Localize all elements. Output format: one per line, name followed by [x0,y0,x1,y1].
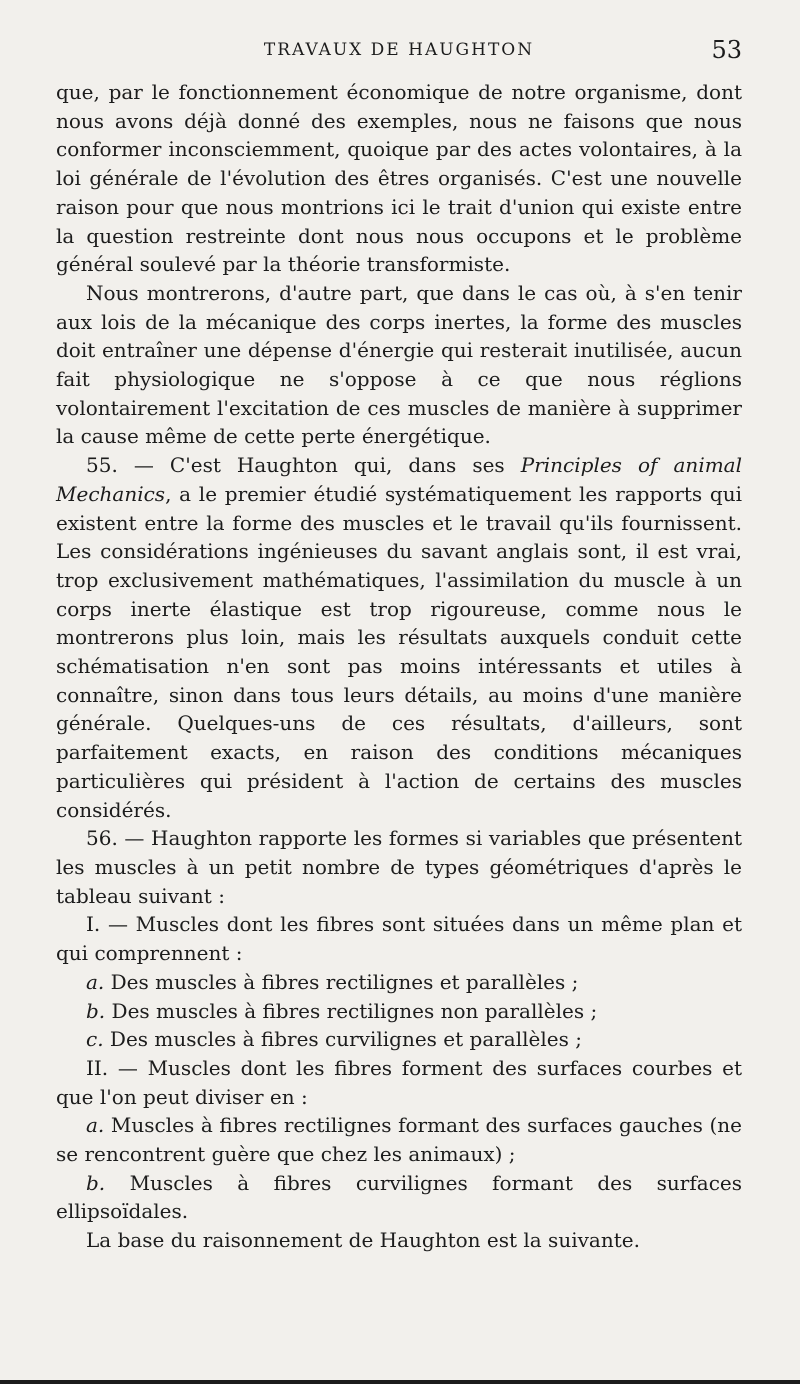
book-page [56,34,742,1255]
bottom-edge-rule [0,1380,800,1384]
list-letter: b. [86,1170,106,1195]
paragraph-section-56: 56. — Haughton rapporte les formes si variables que présentent les muscles à un petit nombre de types géométriques d'après le tableau suivant : [56,826,742,908]
list-item-text: Des muscles à fibres rectilignes non parallèles ; [111,998,598,1023]
page-body [56,78,742,1255]
list-item-text: Des muscles à fibres curvilignes et parallèles ; [109,1027,582,1052]
list-item [56,968,742,997]
list-item [56,1111,742,1168]
paragraph: Nous montrerons, d'autre part, que dans le cas où, à s'en tenir aux lois de la mécanique des corps inertes, la forme des muscles doit entraîner une dépense d'énergie qui resterait inutilisée, aucun fait physiologique ne s'oppose à ce que nous réglions volontairement l'excitation de ces muscles de manière à supprimer la cause même de cette perte énergétique. [56,280,742,449]
paragraph-section-55 [56,451,742,824]
text-span: , a le premier étudié systématiquement les rapports qui existent entre la forme des muscles et le travail qu'ils fournissent. Les considérations ingénieuses du savant anglais sont, il est vrai, trop exclusivement mathématiques, l'assimilation du muscle à un corps inerte élastique est trop rigoureuse, comme nous le montrerons plus loin, mais les résultats auxquels conduit cette schématisation n'en sont pas moins intéressants et utiles à connaître, sinon dans tous leurs détails, au moins d'une manière générale. Quelques-uns de ces résultats, d'ailleurs, sont parfaitement exacts, en raison des conditions mécaniques particulières qui président à l'action de certains des muscles considérés. [56,481,742,822]
list-letter: a. [86,1113,105,1138]
paragraph: que, par le fonctionnement économique de notre organisme, dont nous avons déjà donné des exemples, nous ne faisons que nous conformer inconsciemment, quoique par des actes volontaires, à la loi générale de l'évolution des êtres organisés. C'est une nouvelle raison pour que nous montrions ici le trait d'union qui existe entre la question restreinte dont nous nous occupons et le problème général soulevé par la théorie transformiste. [56,80,742,277]
running-header [56,34,742,78]
list-letter: a. [86,969,105,994]
list-letter: b. [86,998,106,1023]
list-item [56,1025,742,1054]
page-number: 53 [711,36,742,64]
list-heading-2: II. — Muscles dont les fibres forment des surfaces courbes et que l'on peut diviser en : [56,1055,742,1109]
list-item [56,997,742,1026]
list-item-text: Muscles à fibres curvilignes formant des surfaces ellipsoïdales. [56,1170,742,1224]
header-title: TRAVAUX DE HAUGHTON [263,40,535,60]
list-item-text: Des muscles à fibres rectilignes et parallèles ; [110,969,579,994]
list-heading-1: I. — Muscles dont les fibres sont situées dans un même plan et qui comprennent : [56,912,742,966]
list-letter: c. [86,1027,104,1052]
text-span: 55. — C'est Haughton qui, dans ses [86,453,505,478]
paragraph: La base du raisonnement de Haughton est la suivante. [86,1228,640,1253]
book-title: Principles of animal Mechanics [56,453,742,506]
list-item-text: Muscles à fibres rectilignes formant des surfaces gauches (ne se rencontrent guère que chez les animaux) ; [56,1113,742,1167]
list-item [56,1169,742,1226]
